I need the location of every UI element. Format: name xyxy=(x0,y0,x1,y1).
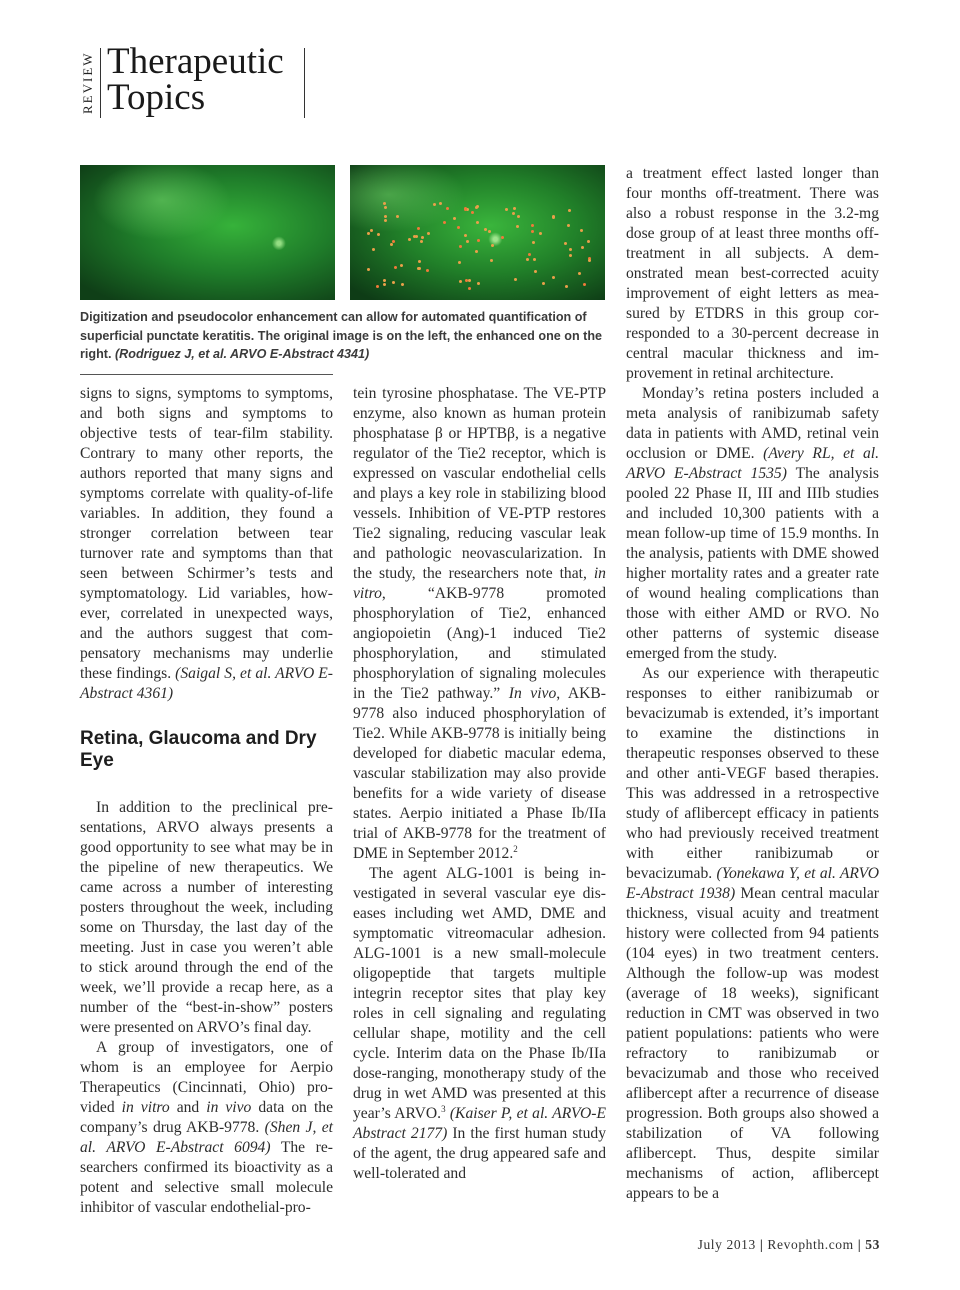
punctate-dot xyxy=(418,260,421,263)
punctate-dot xyxy=(542,282,545,285)
punctate-dot xyxy=(377,233,380,236)
punctate-dot xyxy=(439,202,442,205)
title-line-2: Topics xyxy=(107,77,206,118)
footer-separator: | xyxy=(857,1237,862,1252)
punctate-dot xyxy=(446,207,449,210)
original-eye-image xyxy=(80,165,335,300)
text: The analysis pooled 22 Phase II, III and IIIb studies and included 10,300 patients with a mean follow-up time of 15.9 months. In the analysis, patients with DME showed higher mortality rates and a greater rate of wound healing complications than those with either AMD or RVO. No other patterns of systemic disease emerged from the study. xyxy=(626,465,879,662)
citation: (Shen J, et al. ARVO E-Abstract 6094) xyxy=(80,1119,333,1156)
paragraph: a treatment effect lasted longer than four months off-treatment. There was also a robust response in the 3.2-mg dose group of at least three months off-treatment in all subjects. A demonstrated mean best-corrected acuity improvement of eight letters as measured by ETDRS in this group corresponded to a 30-percent decrease in central macular thickness and improvement in retinal architecture. xyxy=(626,165,879,382)
punctate-dot xyxy=(580,229,583,232)
citation: (Avery RL, et al. ARVO E-Abstract 1535) xyxy=(626,445,879,482)
text: and xyxy=(176,1099,200,1116)
citation: (Kaiser P, et al. ARVO-E Abstract 2177) xyxy=(353,1105,606,1142)
punctate-dot xyxy=(459,280,462,283)
italic-term: in vitro xyxy=(353,565,606,602)
punctate-dot xyxy=(588,259,591,262)
header-divider-right xyxy=(304,48,305,118)
punctate-dot xyxy=(394,266,397,269)
punctate-dot xyxy=(466,240,469,243)
punctate-dot xyxy=(531,224,534,227)
punctate-dot xyxy=(417,227,420,230)
header-divider-left xyxy=(100,48,101,118)
paragraph xyxy=(80,384,333,704)
text: Monday’s retina posters included a meta analysis of ranibizumab safety data in patients with AMD, retinal vein occlusion or DME. xyxy=(626,385,879,462)
punctate-dot xyxy=(491,244,494,247)
punctate-dot xyxy=(516,225,519,228)
section-tag: REVIEW xyxy=(80,51,95,114)
punctate-dot xyxy=(383,283,386,286)
reference-number: 3 xyxy=(441,1104,446,1114)
punctate-dot xyxy=(400,264,403,267)
punctate-dot xyxy=(533,258,536,261)
caption-text: Digitization and pseudocolor enhancement can allow for automated quantification of superficial punctate keratitis. The original image is on the left, the enhanced one on the right. xyxy=(80,310,603,361)
website: Revophth.com xyxy=(767,1237,854,1252)
punctate-dot xyxy=(587,240,590,243)
text: tein tyrosine phosphatase. The VE-PTP enzyme, also known as human protein phosphatase β or HPTBβ, is a negative regulator of the Tie2 receptor, which is expressed on vascular endothelial cells and plays a key role in stabilizing blood vessels. Inhibition of VE-PTP restores Tie2 signaling, reducing vascular leak and pathologic neovascularization. In the study, the researchers note that, xyxy=(353,385,606,582)
punctate-dot xyxy=(552,276,555,279)
punctate-dot xyxy=(427,232,430,235)
punctate-dot xyxy=(569,248,572,251)
punctate-dot xyxy=(488,230,491,233)
punctate-dot xyxy=(477,239,480,242)
reference-number: 2 xyxy=(513,844,518,854)
punctate-dot xyxy=(383,202,386,205)
article-column-1 xyxy=(80,384,333,1218)
text: A group of investigators, one of whom is an employee for Aerpio Therapeutics (Cincinnati, Ohio) provided xyxy=(80,1039,333,1116)
punctate-dot xyxy=(513,207,516,210)
text: As our experience with therapeutic responses to either ranibizumab or bevacizumab is extended, it’s important to examine the distinctions in therapeutic responses observed to these and other anti-VEGF based therapies. This was addressed in a retrospective study of aflibercept efficacy in patients who had previously received treatment with either ranibizumab or bevacizumab. xyxy=(626,665,879,882)
punctate-dot xyxy=(517,215,520,218)
punctate-dot xyxy=(526,258,529,261)
citation: (Saigal S, et al. ARVO E-Abstract 4361) xyxy=(80,665,333,702)
punctate-dot xyxy=(457,226,460,229)
punctate-dot xyxy=(367,268,370,271)
footer-separator: | xyxy=(759,1237,764,1252)
punctate-dot xyxy=(468,287,471,290)
page-title xyxy=(107,41,284,118)
figure-caption xyxy=(80,308,605,364)
punctate-dot xyxy=(501,236,504,239)
punctate-dot xyxy=(453,217,456,220)
paragraph xyxy=(626,664,879,1204)
punctate-dot xyxy=(464,234,467,237)
enhanced-eye-image xyxy=(350,165,605,300)
article-column-3 xyxy=(626,164,879,1204)
punctate-dot xyxy=(421,236,424,239)
citation: (Yonekawa Y, et al. ARVO E-Abstract 1938) xyxy=(626,865,880,902)
punctate-dot xyxy=(420,240,423,243)
text: The researchers confirmed its bioactivity as a potent and selective small molecule inhibitor of vascular endothelial-pro- xyxy=(80,1139,333,1216)
punctate-dot xyxy=(383,279,386,282)
punctate-dot xyxy=(512,212,515,215)
punctate-dot xyxy=(528,253,531,256)
punctate-dot xyxy=(426,269,429,272)
punctate-dot xyxy=(384,215,387,218)
italic-term: In vivo xyxy=(508,685,557,702)
punctate-dot xyxy=(569,254,572,257)
punctate-dot xyxy=(534,270,537,273)
punctate-dot xyxy=(401,283,404,286)
punctate-dot xyxy=(471,211,474,214)
text: , AKB-9778 also induced phosphorylation of Tie2. While AKB-9778 is initially being developed for diabetic macular edema, vascular stabilization may also provide benefits for a wide variety of disease states. Aerpio initiated a Phase Ib/IIa trial of AKB-9778 for the treatment of DME in September 2012. xyxy=(353,685,606,862)
punctate-dot xyxy=(408,238,411,241)
punctate-dot xyxy=(476,221,479,224)
paragraph xyxy=(353,864,606,1184)
punctate-dot xyxy=(376,285,379,288)
punctate-dot xyxy=(433,203,436,206)
article-column-2 xyxy=(353,384,606,1184)
punctate-dot xyxy=(565,285,568,288)
punctate-dot xyxy=(384,219,387,222)
punctate-dot xyxy=(464,207,467,210)
text: In the first human study of the agent, the drug appeared safe and well-tolerated and xyxy=(353,1125,606,1182)
column-rule xyxy=(80,374,333,375)
punctate-dot xyxy=(370,229,373,232)
paragraph xyxy=(80,1038,333,1218)
figure xyxy=(80,165,605,364)
punctate-dot xyxy=(415,235,418,238)
title-line-1: Therapeutic xyxy=(107,41,284,82)
punctate-dot xyxy=(477,282,480,285)
punctate-dot xyxy=(384,206,387,209)
punctate-dot xyxy=(396,215,399,218)
text: The agent ALG-1001 is being investigated in several vascular eye diseases including wet AMD, DME and symptomatic vitreomacular adhesion. ALG-1001 is a new small-molecule oligopeptide that targets multiple integrin receptor sites that play key roles in cell signaling and regulating cellular shape, motility and the cell cycle. Interim data on the Phase Ib/IIa dose-ranging, monotherapy study of the drug in wet AMD was presented at this year’s ARVO. xyxy=(353,865,606,1122)
punctate-dot xyxy=(568,209,571,212)
italic-term: in vitro xyxy=(121,1099,170,1116)
punctate-dot xyxy=(514,278,517,281)
punctate-dot xyxy=(539,232,542,235)
punctate-dot xyxy=(564,242,567,245)
paragraph: In addition to the preclinical presentations, ARVO always presents a good opportunity to see what may be in the pipeline of new therapeutics. We came across a number of interesting posters throughout the week, including some on Thursday, the last day of the meeting. Just in case you weren’t able to stick around through the end of the week, we’ll provide a recap here, as a number of the “best-in-show” posters were presented on ARVO’s final day. xyxy=(80,799,333,1036)
punctate-dot xyxy=(443,221,446,224)
punctate-dot xyxy=(567,224,570,227)
punctate-dot xyxy=(581,246,584,249)
punctate-dot xyxy=(392,281,395,284)
punctate-dot xyxy=(390,243,393,246)
punctate-dot xyxy=(372,248,375,251)
punctate-dot xyxy=(392,240,395,243)
caption-citation: (Rodriguez J, et al. ARVO E-Abstract 4341) xyxy=(114,347,370,361)
punctate-dot xyxy=(367,232,370,235)
text: , “AKB-9778 promoted phosphorylation of Tie2, enhanced angiopoietin (Ang)-1 induced Tie2 phosphorylation, and stimulated phosphorylation of signaling molecules in the Tie2 pathway.” xyxy=(353,585,606,702)
punctate-dot xyxy=(583,283,586,286)
text: signs to signs, symptoms to symptoms, and both signs and symptoms to objective tests of tear-film stability. Contrary to many other reports, the authors reported that many signs and symptoms correlate with quality-of-life variables. In addition, they found a stronger correlation between tear turnover rate and symptoms than that seen between Schirmer’s tests and symptomatology. Lid variables, however, correlated in unexpected ways, and the authors suggest that compensatory mechanisms may underlie these findings. xyxy=(80,385,333,682)
page-number: 53 xyxy=(865,1237,880,1252)
text: Mean central macular thickness, visual acuity and treatment history were collected from 94 patients (104 eyes) in two treatment centers. Although the follow-up was modest (average of 18 weeks), significant reduction in CMT was observed in two patient populations: patients who were refractory to ranibizumab or bevacizumab and those who received aflibercept after a recurrence of disease progression. Both groups also showed a stabilization of VA following aflibercept. Thus, despite similar mechanisms of action, aflibercept appears to be a xyxy=(626,885,879,1202)
punctate-dot xyxy=(484,228,487,231)
punctate-dot xyxy=(552,216,555,219)
issue-date: July 2013 xyxy=(697,1237,756,1252)
punctate-dot xyxy=(468,279,471,282)
punctate-dot xyxy=(505,208,508,211)
italic-term: in vivo xyxy=(206,1099,252,1116)
punctate-dot xyxy=(465,279,468,282)
section-heading: Retina, Glaucoma and Dry Eye xyxy=(80,728,317,771)
text: data on the company’s drug AKB-9778. xyxy=(80,1099,333,1136)
punctate-dot xyxy=(578,272,581,275)
punctate-dot xyxy=(490,259,493,262)
page-footer xyxy=(626,1237,880,1253)
punctate-dot xyxy=(475,250,478,253)
paragraph xyxy=(626,384,879,664)
punctate-dot xyxy=(531,230,534,233)
paragraph xyxy=(353,384,606,864)
punctate-dot xyxy=(459,245,462,248)
punctate-dot xyxy=(458,261,461,264)
punctate-dot xyxy=(532,241,535,244)
punctate-dot xyxy=(475,206,478,209)
